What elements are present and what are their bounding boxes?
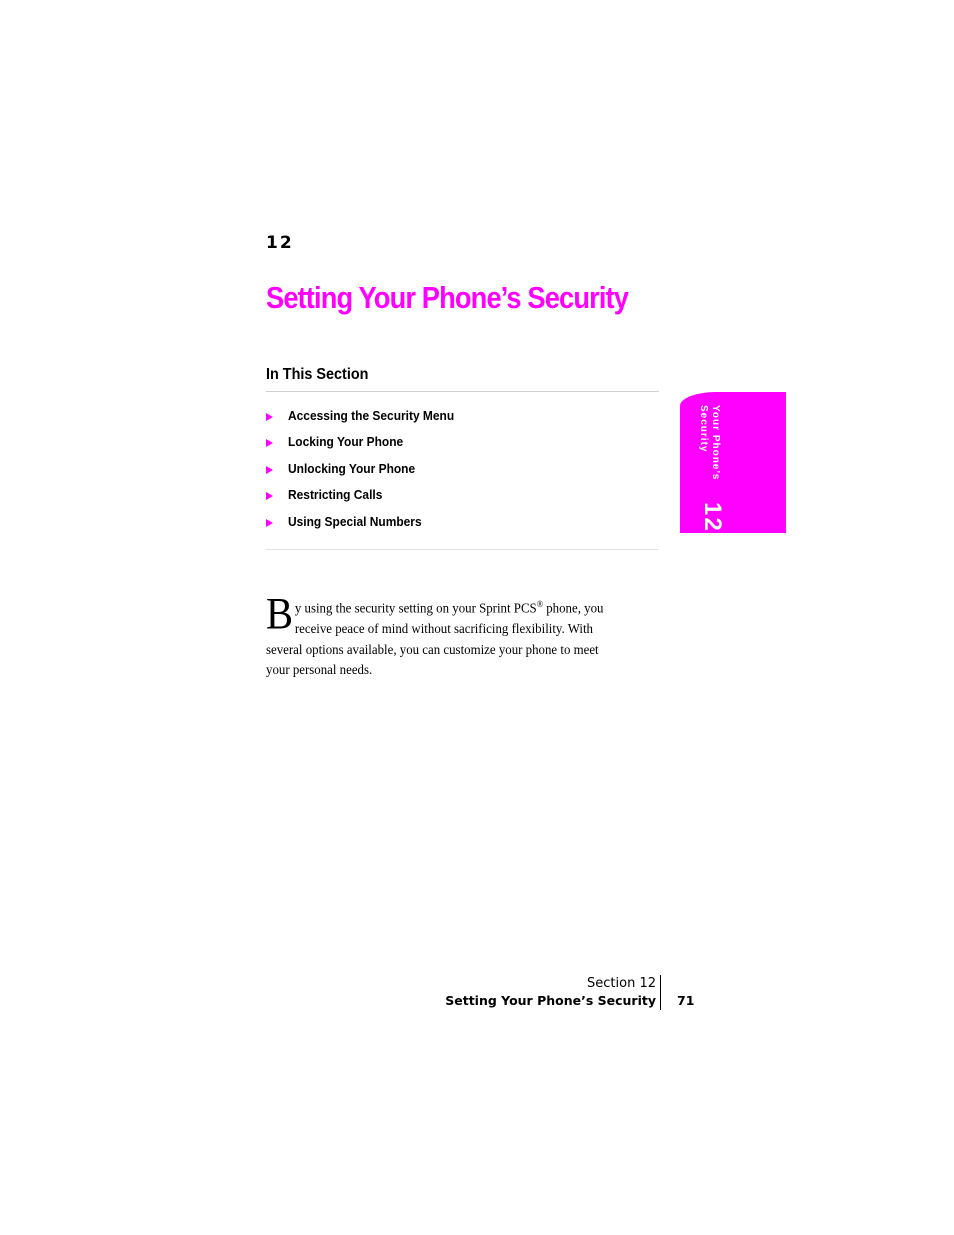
registered-mark: ® <box>536 599 544 609</box>
section-side-tab <box>680 392 786 533</box>
list-item <box>266 508 469 535</box>
toc-item-label: Unlocking Your Phone <box>288 460 416 476</box>
side-tab-label-line1: Your Phone’s <box>710 405 721 481</box>
list-item <box>266 429 469 456</box>
triangle-bullet-icon <box>266 466 273 474</box>
dropcap: B <box>266 589 294 638</box>
list-item <box>266 455 469 482</box>
section-contents-list <box>266 402 469 535</box>
toc-item-label: Locking Your Phone <box>288 434 404 450</box>
toc-top-rule <box>266 391 659 392</box>
footer-section-label: Section 12 <box>587 976 656 991</box>
triangle-bullet-icon <box>266 413 273 421</box>
chapter-title: Setting Your Phone’s Security <box>266 280 629 315</box>
page-number: 71 <box>677 993 695 1008</box>
footer-divider <box>660 975 661 1010</box>
toc-item-label: Using Special Numbers <box>288 513 422 529</box>
triangle-bullet-icon <box>266 439 273 447</box>
triangle-bullet-icon <box>266 519 273 527</box>
triangle-bullet-icon <box>266 492 273 500</box>
in-this-section-heading: In This Section <box>266 366 369 383</box>
list-item <box>266 482 469 509</box>
footer-title: Setting Your Phone’s Security <box>445 993 656 1008</box>
side-tab-label-line2: Security <box>698 405 709 453</box>
intro-paragraph <box>266 589 625 682</box>
section-number: 12 <box>266 233 294 253</box>
toc-item-label: Accessing the Security Menu <box>288 407 455 423</box>
intro-text-start: y using the security setting on your Sprint PCS <box>294 601 537 617</box>
side-tab-number: 12 <box>699 502 726 533</box>
side-tab-label <box>697 405 721 480</box>
intro-text-end: phone, you receive peace of mind without sacrificing flexibility. With several options available, you can customize your phone to meet your personal needs. <box>266 601 604 679</box>
list-item <box>266 402 469 429</box>
toc-item-label: Restricting Calls <box>288 487 383 503</box>
toc-bottom-rule <box>266 549 659 550</box>
